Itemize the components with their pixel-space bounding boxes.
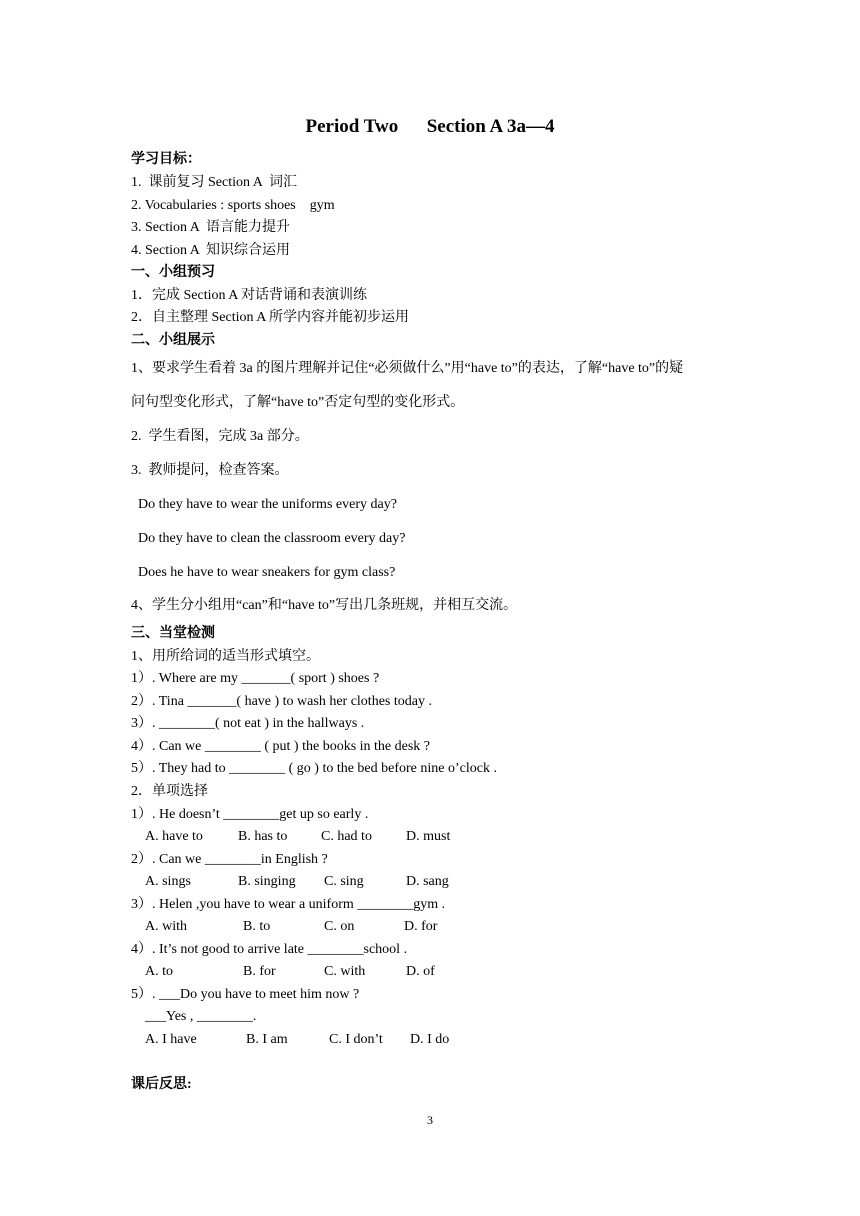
mc-question: 1）. He doesn’t ________get up so early . <box>131 807 369 822</box>
display-item-3: 3. 教师提问，检查答案。 <box>131 463 289 478</box>
mc-question: 3）. Helen ,you have to wear a uniform ________gym . <box>131 897 446 912</box>
reflection-heading: 课后反思: <box>131 1077 192 1092</box>
mc-option: A. with <box>145 919 187 934</box>
mc-option: C. with <box>324 964 366 979</box>
mc-option: D. of <box>406 964 435 979</box>
goal-item: 3. Section A 语言能力提升 <box>131 220 291 235</box>
display-item-4: 4、学生分小组用“can”和“have to”写出几条班规，并相互交流。 <box>131 598 518 613</box>
section-heading-preview: 一、小组预习 <box>131 265 215 280</box>
mc-option: C. I don’t <box>329 1032 383 1047</box>
section-heading-test: 三、当堂检测 <box>131 626 215 641</box>
mc-question-answer-line: ___Yes , ________. <box>145 1009 257 1024</box>
mc-question: 5）. ___Do you have to meet him now ? <box>131 987 360 1002</box>
mc-option: B. to <box>243 919 271 934</box>
mc-option: A. to <box>145 964 173 979</box>
fill-item: 2）. Tina _______( have ) to wash her clothes today . <box>131 694 432 709</box>
display-item-1-line1: 1、要求学生看着 3a 的图片理解并记住“必须做什么”用“have to”的表达，了解“have to”的疑 <box>131 361 684 376</box>
mc-question: 2）. Can we ________in English ? <box>131 852 328 867</box>
mc-option: B. I am <box>246 1032 288 1047</box>
mc-option: B. has to <box>238 829 288 844</box>
test-subheading-choice: 2．单项选择 <box>131 784 208 799</box>
mc-option: A. I have <box>145 1032 197 1047</box>
preview-item: 2．自主整理 Section A 所学内容并能初步运用 <box>131 310 410 325</box>
goal-item: 1. 课前复习 Section A 词汇 <box>131 175 298 190</box>
goal-item: 4. Section A 知识综合运用 <box>131 243 291 258</box>
fill-item: 3）. ________( not eat ) in the hallways . <box>131 716 365 731</box>
mc-option: B. singing <box>238 874 296 889</box>
mc-option: B. for <box>243 964 276 979</box>
test-subheading-fill: 1、用所给词的适当形式填空。 <box>131 649 320 664</box>
fill-item: 1）. Where are my _______( sport ) shoes ? <box>131 671 380 686</box>
mc-option: D. sang <box>406 874 449 889</box>
mc-option: D. I do <box>410 1032 450 1047</box>
mc-option: C. had to <box>321 829 372 844</box>
question-item: Do they have to clean the classroom every day? <box>138 531 406 546</box>
fill-item: 5）. They had to ________ ( go ) to the bed before nine o’clock . <box>131 761 497 776</box>
mc-option: C. sing <box>324 874 364 889</box>
question-item: Does he have to wear sneakers for gym class? <box>138 565 396 580</box>
page-number: 3 <box>427 1113 433 1127</box>
mc-option: D. for <box>404 919 438 934</box>
mc-option: C. on <box>324 919 355 934</box>
mc-option: D. must <box>406 829 451 844</box>
question-item: Do they have to wear the uniforms every day? <box>138 497 397 512</box>
section-heading-display: 二、小组展示 <box>131 333 215 348</box>
goal-item: 2. Vocabularies : sports shoes gym <box>131 198 335 213</box>
mc-option: A. have to <box>145 829 203 844</box>
mc-option: A. sings <box>145 874 191 889</box>
preview-item: 1．完成 Section A 对话背诵和表演训练 <box>131 288 368 303</box>
display-item-2: 2. 学生看图，完成 3a 部分。 <box>131 429 309 444</box>
fill-item: 4）. Can we ________ ( put ) the books in the desk ? <box>131 739 431 754</box>
page-title: Period Two Section A 3a—4 <box>305 116 555 137</box>
display-item-1-line2: 问句型变化形式，了解“have to”否定句型的变化形式。 <box>131 395 465 410</box>
goals-heading: 学习目标： <box>131 152 201 167</box>
mc-question: 4）. It’s not good to arrive late ________school . <box>131 942 408 957</box>
